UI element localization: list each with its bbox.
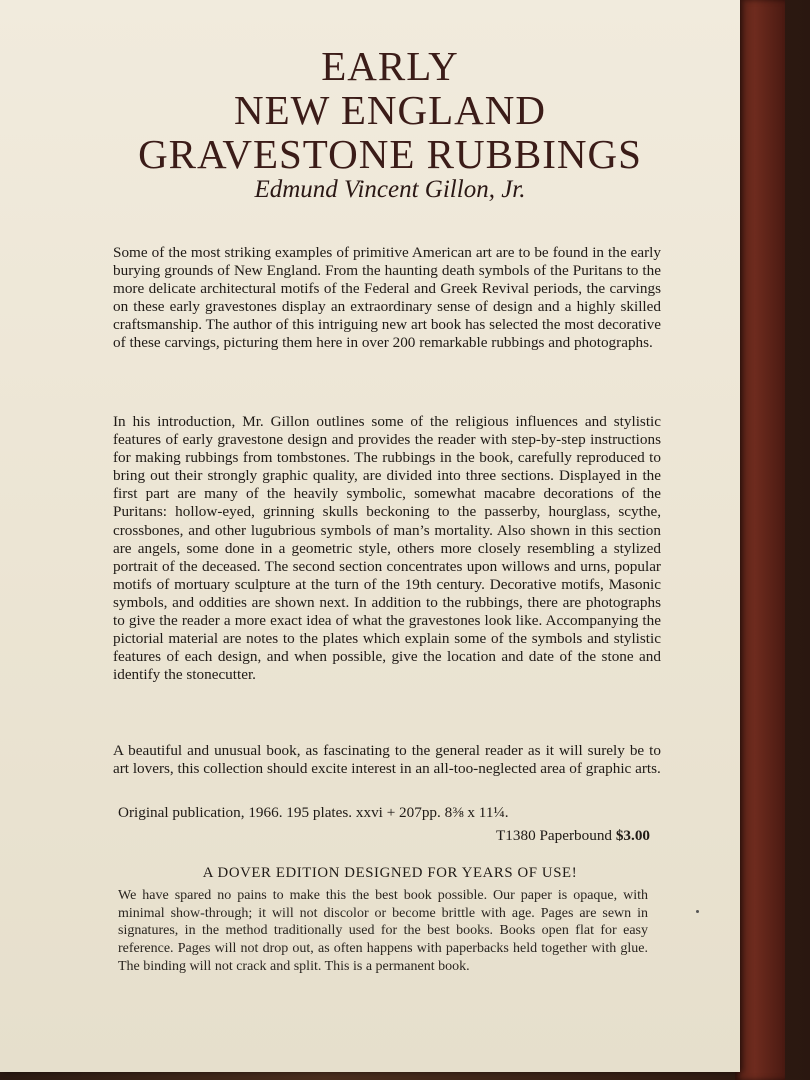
title-line-2: NEW ENGLAND [234, 87, 546, 133]
paragraph-text: In his introduction, Mr. Gillon outlines some of the religious influences and stylistic features of early gravestone design and provides the reader with step-by-step instructions for making rubbings from tombstones. The rubbings in the book, carefully reproduced to bring out their strongly graphic quality, are divided into three sections. Displayed in the first part are many of the heavily symbolic, somewhat macabre decorations of the Puritans: hollow-eyed, grinning skulls beckoning to the passerby, hourglass, scythe, crossbones, and other lugubrious symbols of man’s mortality. Also shown in this section are angels, some done in a geometric style, others more closely resembling a stylized portrait of the deceased. The second section concentrates upon willows and urns, popular motifs of mortuary sculpture at the turn of the 19th century. Decorative motifs, Masonic symbols, and oddities are shown next. In addition to the rubbings, there are photographs to give the reader a more exact idea of what the gravestones look like. Accompanying the pictorial material are notes to the plates which explain some of the symbols and stylistic features of each design, and when possible, give the location and date of the stone and identify the stonecutter. [113, 413, 661, 684]
description-paragraph-1 [113, 244, 661, 363]
book-back-cover-edge [735, 0, 785, 1080]
author-name: Edmund Vincent Gillon, Jr. [254, 176, 526, 203]
description-paragraph-3 [113, 742, 661, 788]
price: $3.00 [615, 827, 650, 844]
description-paragraph-2 [113, 413, 661, 694]
paper-speck [696, 910, 699, 913]
catalog-number: T1380 Paperbound [496, 827, 613, 844]
dover-edition-heading: A DOVER EDITION DESIGNED FOR YEARS OF USE! [202, 865, 578, 881]
paragraph-text: A beautiful and unusual book, as fascinating to the general reader as it will surely be to art lovers, this collection should excite interest in an all-too-neglected area of graphic arts. [113, 742, 661, 778]
title-line-1: EARLY [321, 43, 459, 89]
catalog-price-line [118, 827, 650, 845]
publication-info: Original publication, 1966. 195 plates. xxvi + 207pp. 8⅜ x 11¼. [118, 804, 509, 821]
title-line-3: GRAVESTONE RUBBINGS [138, 131, 642, 177]
paragraph-text: Some of the most striking examples of primitive American art are to be found in the early burying grounds of New England. From the haunting death symbols of the Puritans to the more delicate architectural motifs of the Federal and Greek Revival periods, the carvings on these early gravestones display an extraordinary sense of design and a highly skilled craftsmanship. The author of this intriguing new art book has selected the most decorative of these carvings, picturing them here in over 200 remarkable rubbings and photographs. [113, 244, 661, 352]
dover-edition-text: We have spared no pains to make this the best book possible. Our paper is opaque, with minimal show-through; it will not discolor or become brittle with age. Pages are sewn in signatures, in the method traditionally used for the best books. Books open flat for easy reference. Pages will not drop out, as often happens with paperbacks held together with glue. The binding will not crack and split. This is a permanent book. [118, 888, 648, 974]
